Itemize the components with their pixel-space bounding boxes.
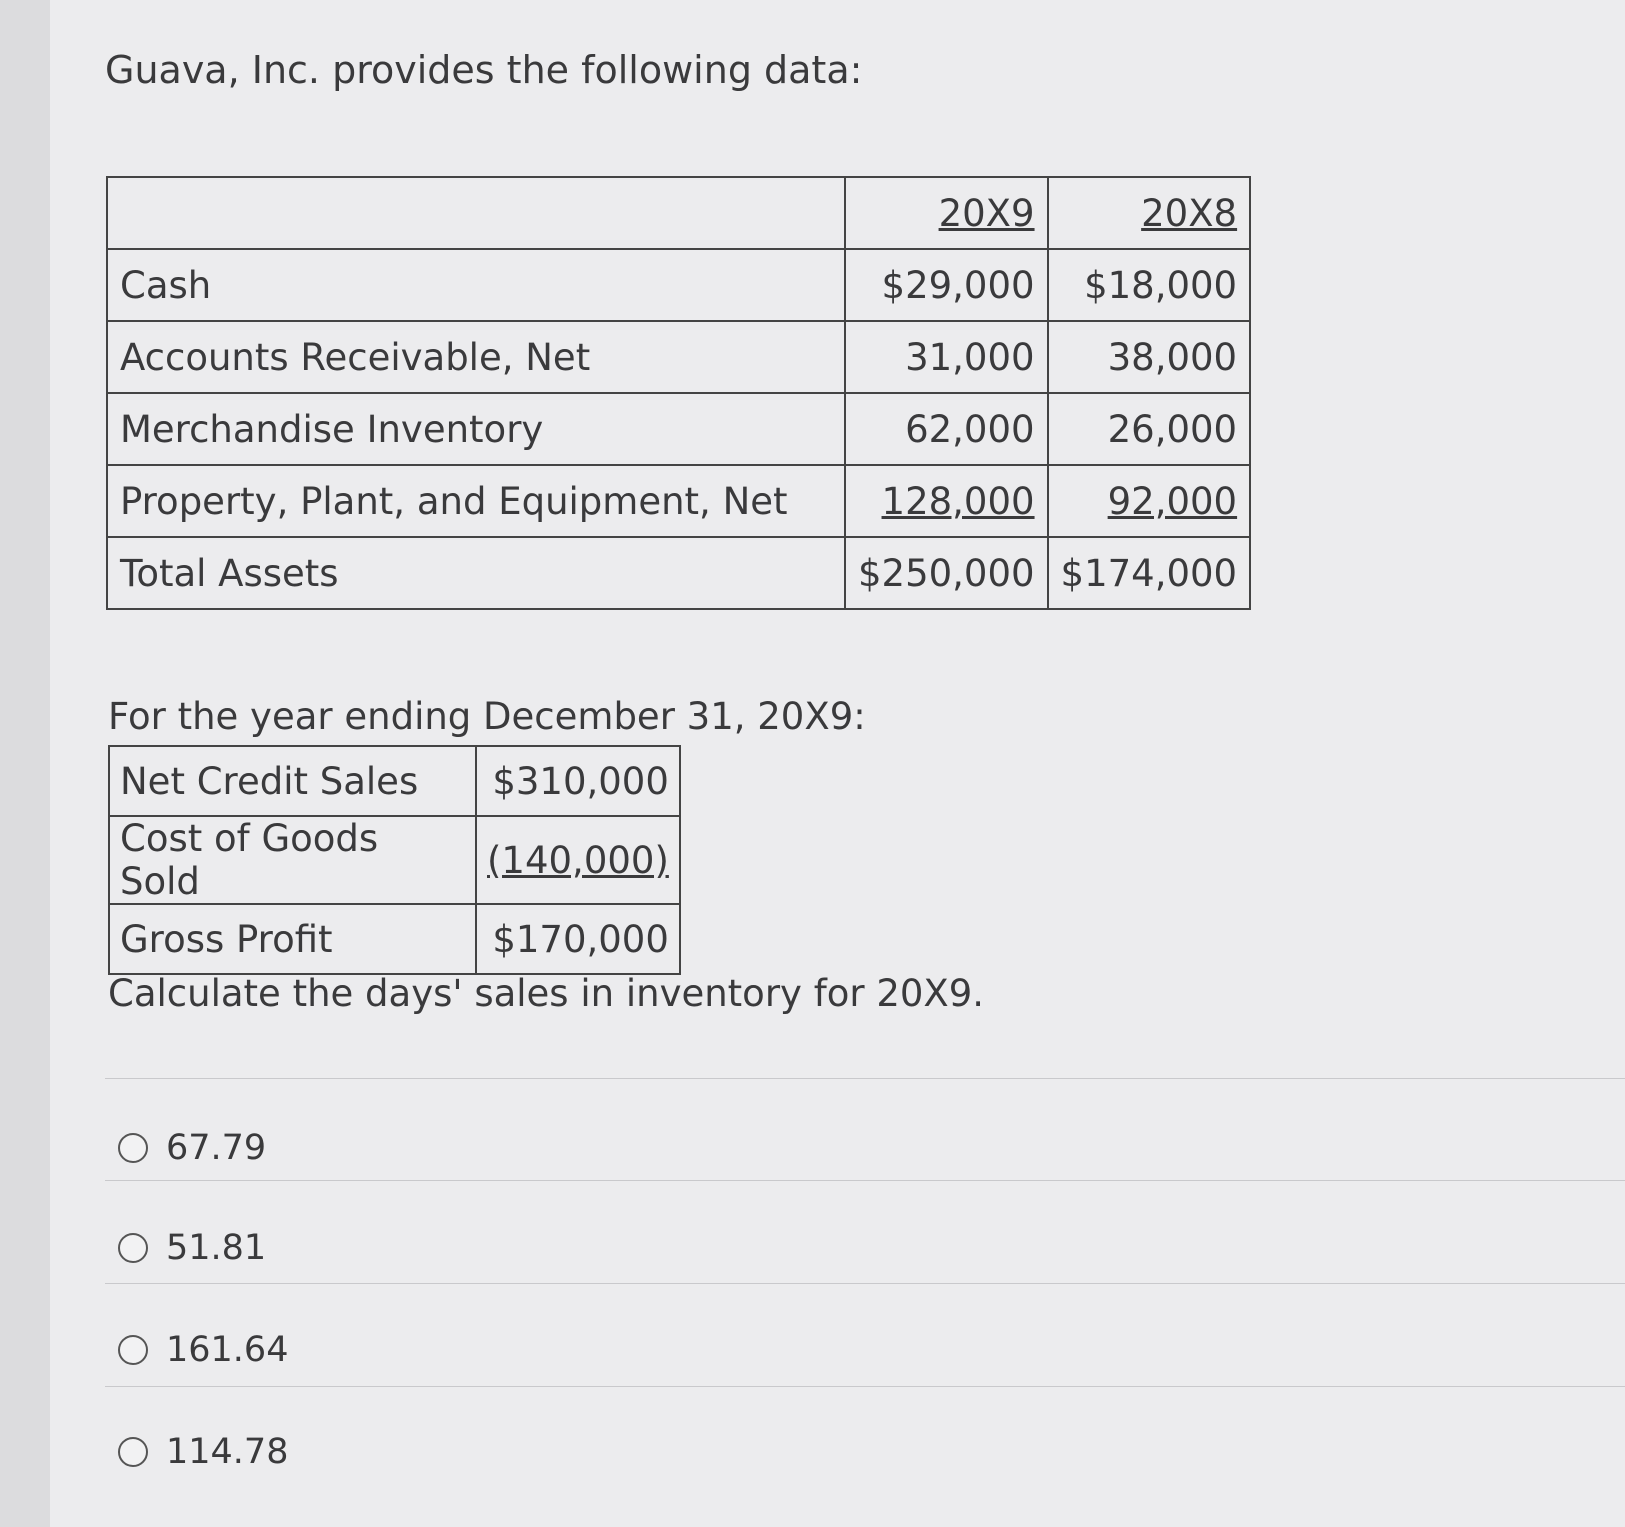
radio-button-icon[interactable]	[118, 1233, 148, 1263]
divider	[105, 1078, 1625, 1079]
value-20x8: 38,000	[1048, 321, 1251, 393]
row-label: Property, Plant, and Equipment, Net	[107, 465, 845, 537]
option-label: 67.79	[166, 1128, 267, 1168]
value-20x9: $250,000	[845, 537, 1048, 609]
row-label: Merchandise Inventory	[107, 393, 845, 465]
answer-option-2[interactable]	[118, 1228, 266, 1268]
row-label: Accounts Receivable, Net	[107, 321, 845, 393]
radio-button-icon[interactable]	[118, 1437, 148, 1467]
divider	[105, 1386, 1625, 1387]
table-row	[107, 465, 1250, 537]
row-value: (140,000)	[476, 816, 680, 904]
income-heading: For the year ending December 31, 20X9:	[108, 695, 866, 738]
row-label: Total Assets	[107, 537, 845, 609]
row-label: Gross Profit	[109, 904, 476, 974]
row-label: Cost of Goods Sold	[109, 816, 476, 904]
value-20x8: $174,000	[1048, 537, 1251, 609]
answer-option-4[interactable]	[118, 1432, 288, 1472]
table-row	[109, 904, 680, 974]
value-20x9: 128,000	[845, 465, 1048, 537]
income-statement-table	[108, 745, 681, 975]
value-20x9: 62,000	[845, 393, 1048, 465]
answer-option-3[interactable]	[118, 1330, 288, 1370]
divider	[105, 1180, 1625, 1181]
row-label: Cash	[107, 249, 845, 321]
radio-button-icon[interactable]	[118, 1133, 148, 1163]
table-row	[107, 537, 1250, 609]
table-row	[107, 249, 1250, 321]
divider	[105, 1283, 1625, 1284]
value-20x9: $29,000	[845, 249, 1048, 321]
table-header-row	[107, 177, 1250, 249]
table-row	[107, 321, 1250, 393]
answer-option-1[interactable]	[118, 1128, 266, 1168]
intro-text: Guava, Inc. provides the following data:	[105, 48, 863, 92]
option-label: 51.81	[166, 1228, 267, 1268]
question-text: Calculate the days' sales in inventory for 20X9.	[108, 972, 985, 1015]
row-value: $310,000	[476, 746, 680, 816]
table-row	[109, 816, 680, 904]
row-label: Net Credit Sales	[109, 746, 476, 816]
table-row	[109, 746, 680, 816]
value-20x8: $18,000	[1048, 249, 1251, 321]
radio-button-icon[interactable]	[118, 1335, 148, 1365]
table-row	[107, 393, 1250, 465]
header-blank	[107, 177, 845, 249]
value-20x8: 92,000	[1048, 465, 1251, 537]
option-label: 161.64	[166, 1330, 289, 1370]
value-20x9: 31,000	[845, 321, 1048, 393]
header-20x9: 20X9	[845, 177, 1048, 249]
header-20x8: 20X8	[1048, 177, 1251, 249]
left-sidebar	[0, 0, 51, 1527]
option-label: 114.78	[166, 1432, 289, 1472]
row-value: $170,000	[476, 904, 680, 974]
balance-sheet-table	[106, 176, 1251, 610]
value-20x8: 26,000	[1048, 393, 1251, 465]
